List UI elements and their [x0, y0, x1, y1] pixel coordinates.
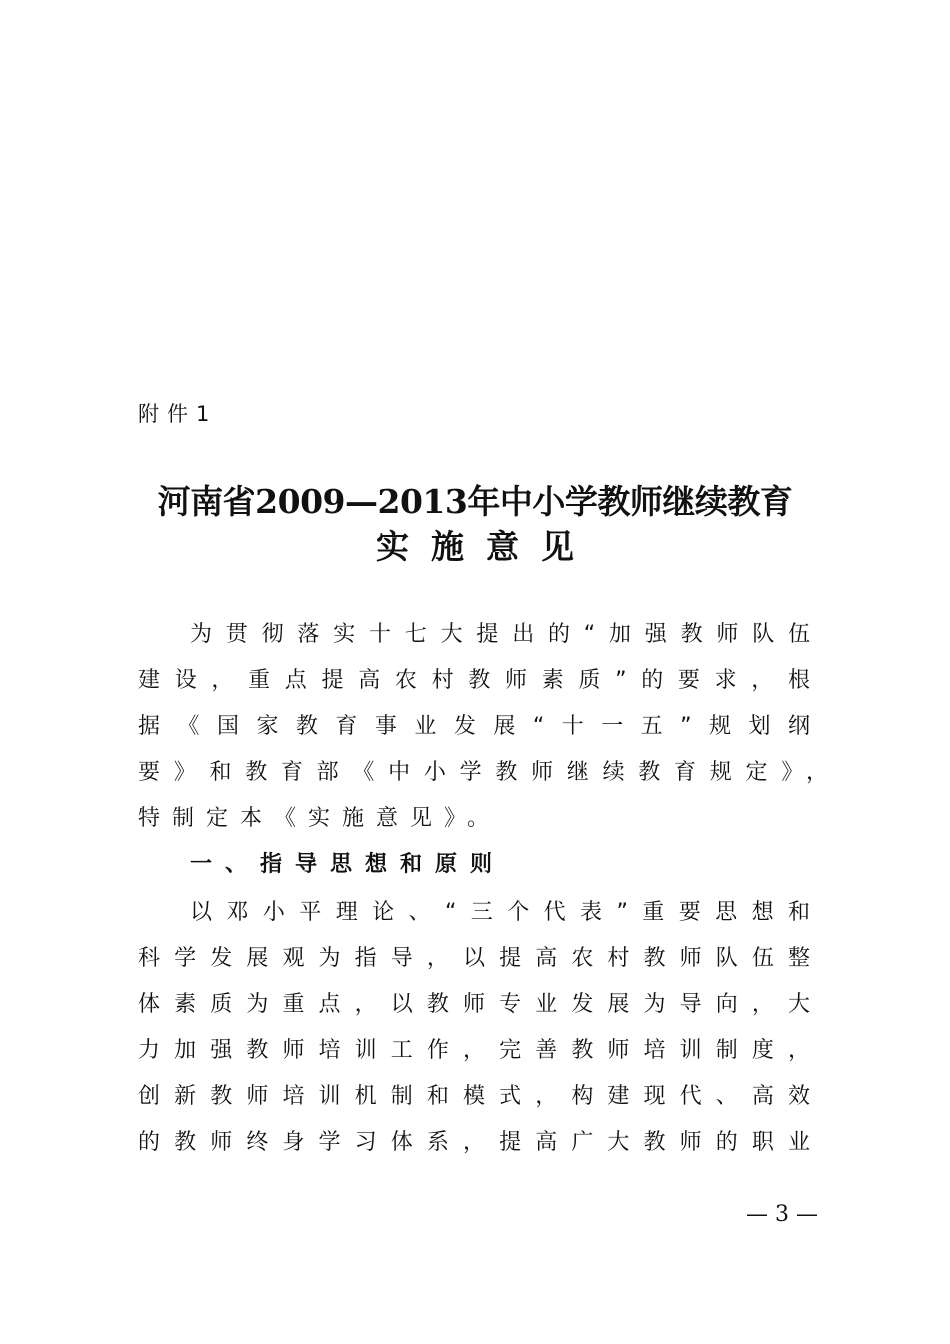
paragraph-1-line-1: 为贯彻落实十七大提出的“加强教师队伍: [190, 622, 810, 647]
document-title-line-2: 实施意见: [376, 527, 596, 566]
page-number: — 3 —: [746, 1202, 818, 1227]
paragraph-2-line-1: 以邓小平理论、“三个代表”重要思想和: [190, 900, 810, 925]
paragraph-1-line-2: 建设，重点提高农村教师素质”的要求，根: [138, 668, 810, 693]
paragraph-2-line-2: 科学发展观为指导，以提高农村教师队伍整: [138, 946, 810, 971]
paragraph-1-line-5: 特制定本《实施意见》。: [138, 806, 502, 831]
attachment-label: 附件1: [138, 402, 218, 426]
paragraph-2-line-6: 的教师终身学习体系，提高广大教师的职业: [138, 1130, 810, 1155]
paragraph-2-line-4: 力加强教师培训工作，完善教师培训制度，: [138, 1038, 810, 1063]
paragraph-1-line-4: 要》和教育部《中小学教师继续教育规定》，: [138, 760, 828, 785]
document-title-line-1: 河南省2009—2013年中小学教师继续教育: [157, 482, 793, 521]
section-heading-guiding-principles: 一、指导思想和原则: [190, 852, 506, 877]
paragraph-2-line-3: 体素质为重点，以教师专业发展为导向，大: [138, 992, 810, 1017]
paragraph-1-line-3: 据《国家教育事业发展“十一五”规划纲: [138, 714, 810, 739]
paragraph-2-line-5: 创新教师培训机制和模式，构建现代、高效: [138, 1084, 810, 1109]
